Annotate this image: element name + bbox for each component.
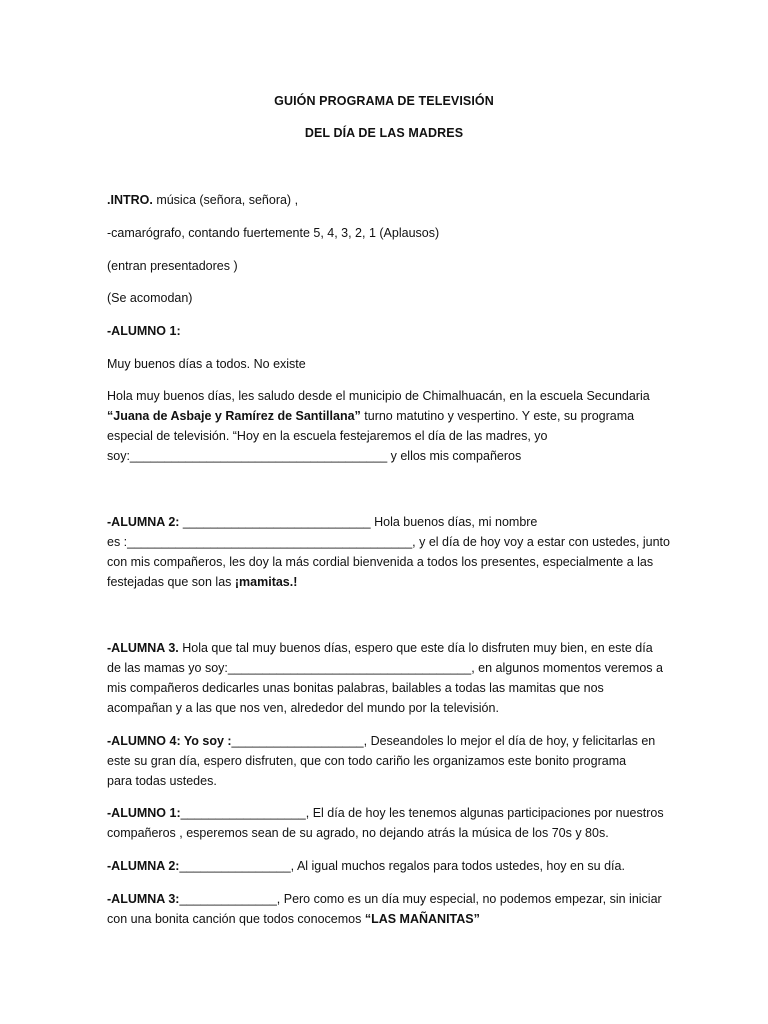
alumna3-label: -ALUMNA 3. [107, 641, 179, 655]
a3-line-4: acompañan y a las que nos ven, alrededor del mundo por la televisión. [107, 701, 499, 715]
a3-line-1-rest: Hola que tal muy buenos días, espero que este día lo disfruten muy bien, en este día [178, 641, 653, 655]
p1-line-2-rest: turno matutino y vespertino. Y este, su programa [360, 409, 635, 423]
a4-line-1 [107, 731, 667, 751]
b1-line-1-rest: __________________, El día de hoy les tenemos algunas participaciones por nuestros [180, 806, 664, 820]
alumna2-label: -ALUMNA 2: [107, 515, 180, 529]
enter-line: (entran presentadores ) [107, 259, 238, 273]
alumno1-second-label: -ALUMNO 1: [107, 806, 181, 820]
b1-line-2: compañeros , esperemos sean de su agrado, no dejando atrás la música de los 70s y 80s. [107, 826, 609, 840]
alumna3-second-label: -ALUMNA 3: [107, 892, 180, 906]
p1-line-2 [107, 406, 667, 426]
intro-line [107, 190, 667, 210]
title-line-1: GUIÓN PROGRAMA DE TELEVISIÓN [274, 94, 494, 108]
b1-line-1 [107, 803, 667, 823]
b2-line-1 [107, 856, 667, 876]
p1-line-1: Hola muy buenos días, les saludo desde el municipio de Chimalhuacán, en la escuela Secundaria [107, 389, 650, 403]
mamitas-text: ¡mamitas.! [234, 575, 298, 589]
a3-line-3: mis compañeros dedicarles unas bonitas palabras, bailables a todas las mamitas que nos [107, 681, 604, 695]
intro-label: .INTRO. [107, 193, 153, 207]
song-title: “LAS MAÑANITAS” [364, 912, 480, 926]
a2-line-1-rest: ___________________________ Hola buenos días, mi nombre [179, 515, 538, 529]
alumno1-label: -ALUMNO 1: [107, 324, 181, 338]
greeting-line: Muy buenos días a todos. No existe [107, 357, 306, 371]
a2-line-2: es :_________________________________________, y el día de hoy voy a estar con ustedes, junto [107, 535, 670, 549]
b3-line-2-text: con una bonita canción que todos conocemos [107, 912, 365, 926]
b3-line-2 [107, 909, 667, 929]
intro-text: música (señora, señora) , [152, 193, 299, 207]
a2-line-4-text: festejadas que son las [107, 575, 235, 589]
a3-line-2: de las mamas yo soy:___________________________________, en algunos momentos veremos a [107, 661, 663, 675]
a4-line-3: para todas ustedes. [107, 774, 217, 788]
alumna2-second-label: -ALUMNA 2: [107, 859, 180, 873]
a2-line-3: con mis compañeros, les doy la más cordial bienvenida a todos los presentes, especialmente a las [107, 555, 654, 569]
p1-line-3: especial de televisión. “Hoy en la escuela festejaremos el día de las madres, yo [107, 429, 548, 443]
a4-line-1-rest: ___________________, Deseandoles lo mejor el día de hoy, y felicitarlas en [231, 734, 656, 748]
b3-line-1-rest: ______________, Pero como es un día muy especial, no podemos empezar, sin iniciar [179, 892, 662, 906]
p1-line-4: soy:_____________________________________ y ellos mis compañeros [107, 449, 522, 463]
school-name: “Juana de Asbaje y Ramírez de Santillana” [107, 409, 361, 423]
alumno1-heading [107, 321, 667, 341]
settle-line: (Se acomodan) [107, 291, 193, 305]
b3-line-1 [107, 889, 667, 909]
a3-line-1 [107, 638, 667, 658]
camera-line: -camarógrafo, contando fuertemente 5, 4, 3, 2, 1 (Aplausos) [107, 226, 440, 240]
title-line-2: DEL DÍA DE LAS MADRES [304, 126, 464, 140]
alumno4-label: -ALUMNO 4: Yo soy : [107, 734, 232, 748]
a2-line-4 [107, 572, 667, 592]
b2-line-1-rest: ________________, Al igual muchos regalos para todos ustedes, hoy en su día. [179, 859, 625, 873]
a4-line-2: este su gran día, espero disfruten, que con todo cariño les organizamos este bonito programa [107, 754, 627, 768]
a2-line-1 [107, 512, 667, 532]
